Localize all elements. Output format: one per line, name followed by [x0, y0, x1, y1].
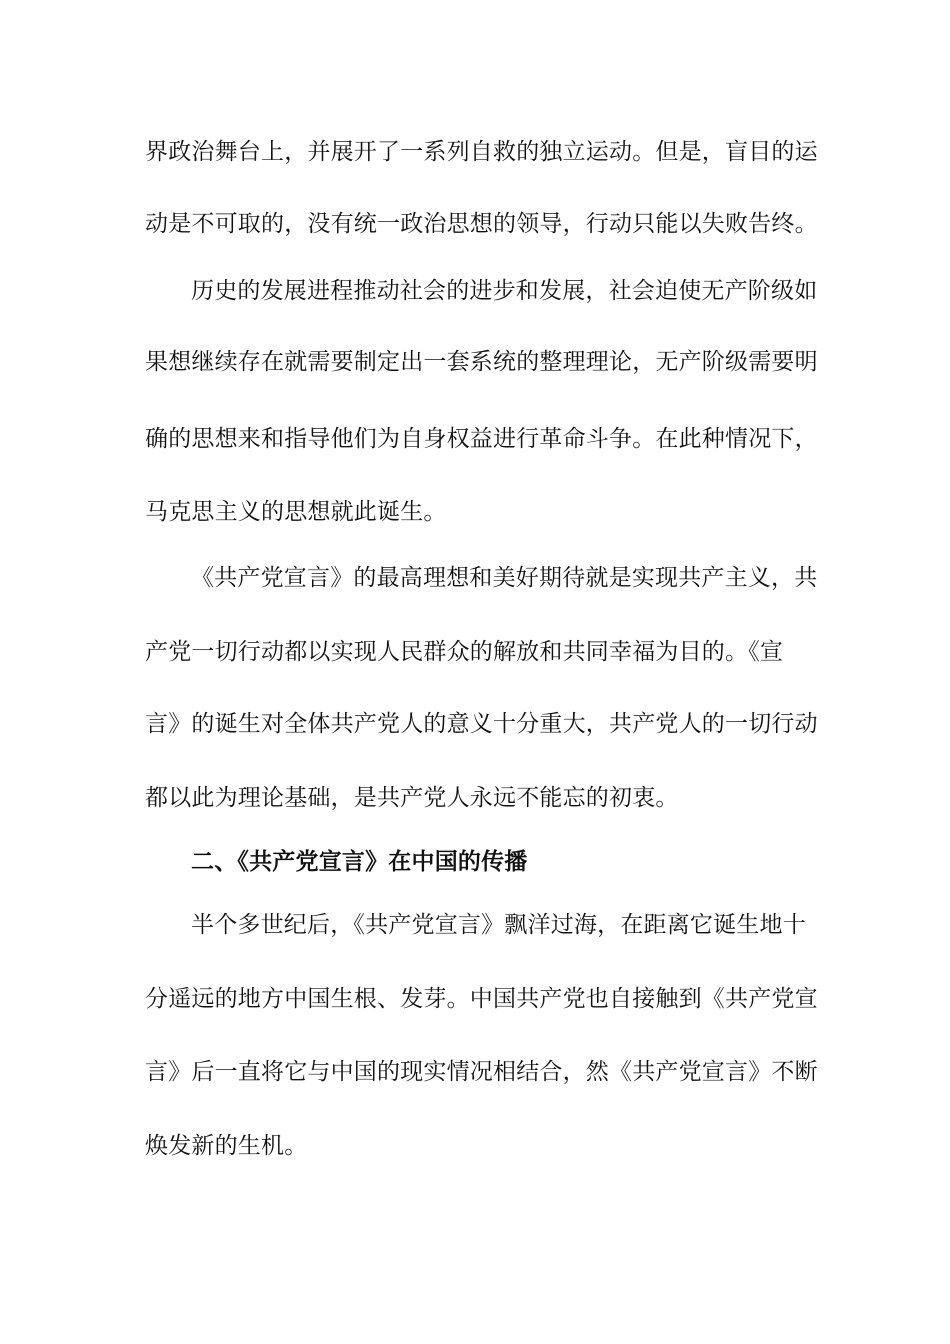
- paragraph-1-line-2: 动是不可取的，没有统一政治思想的领导，行动只能以失败告终。: [145, 211, 818, 237]
- section-heading: 二、《共产党宣言》在中国的传播: [191, 848, 528, 875]
- paragraph-1-line-1: 界政治舞台上，并展开了一系列自救的独立运动。但是，盲目的运: [145, 139, 818, 165]
- paragraph-2-line-4: 马克思主义的思想就此诞生。: [145, 499, 447, 525]
- paragraph-3-line-1: 《共产党宣言》的最高理想和美好期待就是实现共产主义，共: [191, 565, 818, 591]
- paragraph-3-line-2: 产党一切行动都以实现人民群众的解放和共同幸福为目的。《宣: [145, 639, 784, 665]
- paragraph-3-line-4: 都以此为理论基础，是共产党人永远不能忘的初衷。: [145, 785, 679, 811]
- paragraph-4-line-4: 焕发新的生机。: [145, 1133, 308, 1159]
- paragraph-2-line-3: 确的思想来和指导他们为自身权益进行革命斗争。在此种情况下，: [145, 426, 818, 452]
- paragraph-3-line-3: 言》的诞生对全体共产党人的意义十分重大，共产党人的一切行动: [145, 711, 818, 737]
- paragraph-4-line-3: 言》后一直将它与中国的现实情况相结合，然《共产党宣言》不断: [145, 1059, 818, 1085]
- paragraph-4-line-1: 半个多世纪后，《共产党宣言》飘洋过海，在距离它诞生地十: [191, 912, 806, 938]
- paragraph-4-line-2: 分遥远的地方中国生根、发芽。中国共产党也自接触到《共产党宣: [145, 986, 818, 1012]
- paragraph-2-line-2: 果想继续存在就需要制定出一套系统的整理理论，无产阶级需要明: [145, 349, 818, 375]
- paragraph-2-line-1: 历史的发展进程推动社会的进步和发展，社会迫使无产阶级如: [191, 278, 818, 304]
